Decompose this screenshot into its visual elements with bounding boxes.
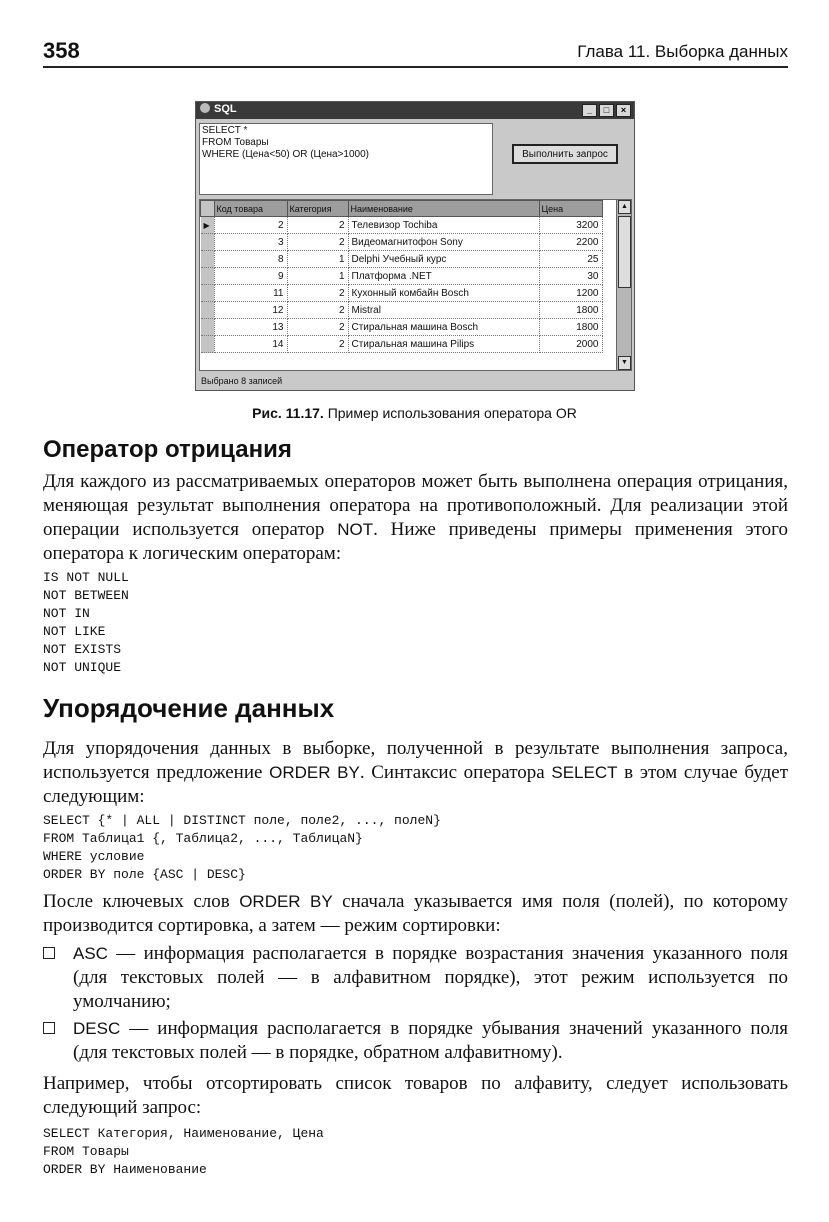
scroll-up-icon[interactable]: ▲ xyxy=(618,200,631,214)
section-heading: Упорядочение данных xyxy=(43,693,335,723)
running-head xyxy=(43,38,788,68)
cell[interactable]: Телевизор Tochiba xyxy=(348,217,539,234)
text: Для упорядочения данных в выборке, полученной в результате выполнения запроса, используется предложение xyxy=(43,738,788,783)
minimize-icon[interactable]: _ xyxy=(582,104,597,117)
query-editor[interactable] xyxy=(199,123,493,195)
cell[interactable]: 2 xyxy=(287,336,348,353)
text: — информация располагается в порядке убывания значений указанного поля (для текстовых полей — в порядке, обратном алфавитному). xyxy=(73,1018,788,1063)
cell[interactable]: 9 xyxy=(214,268,287,285)
cell[interactable]: 2200 xyxy=(539,234,602,251)
sql-window xyxy=(195,101,635,391)
app-icon xyxy=(200,103,210,113)
query-line: FROM Товары xyxy=(202,137,269,148)
keyword: SELECT xyxy=(551,763,618,782)
keyword: DESC xyxy=(73,1019,121,1038)
cell[interactable]: Стиральная машина Bosch xyxy=(348,319,539,336)
table-row[interactable] xyxy=(201,217,603,234)
page-number: 358 xyxy=(43,38,80,63)
column-header[interactable]: Наименование xyxy=(348,201,539,217)
cell[interactable]: 1800 xyxy=(539,319,602,336)
cell[interactable]: Стиральная машина Pilips xyxy=(348,336,539,353)
paragraph: Например, чтобы отсортировать список товаров по алфавиту, следует использовать следующий запрос: xyxy=(43,1073,788,1118)
cell[interactable]: 1800 xyxy=(539,302,602,319)
checkbox-bullet-icon xyxy=(43,947,55,959)
query-line: SELECT * xyxy=(202,125,248,136)
code-block: SELECT {* | ALL | DISTINCT поле, поле2, ..., полеN} FROM Таблица1 {, Таблица2, ..., ТаблицаN} WHERE условие ORDER BY поле {ASC | DESC} xyxy=(43,813,441,882)
cell[interactable]: 1 xyxy=(287,251,348,268)
cell[interactable]: 11 xyxy=(214,285,287,302)
text: . Ниже приведены примеры применения этого оператора к логическим операторам: xyxy=(43,519,789,564)
cell[interactable]: Delphi Учебный курс xyxy=(348,251,539,268)
row-indicator xyxy=(201,285,215,302)
cell[interactable]: 2000 xyxy=(539,336,602,353)
row-indicator xyxy=(201,302,215,319)
grid-header-row xyxy=(201,201,603,217)
checkbox-bullet-icon xyxy=(43,1022,55,1034)
row-indicator xyxy=(201,336,215,353)
row-indicator xyxy=(201,268,215,285)
list-item xyxy=(43,1017,788,1065)
window-titlebar[interactable] xyxy=(196,102,634,119)
vertical-scrollbar[interactable] xyxy=(616,200,631,370)
cell[interactable]: Видеомагнитофон Sony xyxy=(348,234,539,251)
cell[interactable]: Платформа .NET xyxy=(348,268,539,285)
text: сначала указывается имя поля (полей), по которому производится сортировка, а затем — режим сортировки: xyxy=(43,891,788,936)
text: После ключевых слов xyxy=(43,891,240,912)
row-indicator xyxy=(201,251,215,268)
text: Для каждого из рассматриваемых операторов может быть выполнена операция отрицания, меняющая результат выполнения оператора на противоположный. Для реализации этой операции используется оператор xyxy=(43,471,788,540)
keyword: ORDER BY xyxy=(239,892,333,911)
text: . Синтаксис оператора xyxy=(359,762,552,783)
table-row[interactable] xyxy=(201,268,603,285)
cell[interactable]: 2 xyxy=(287,302,348,319)
results-grid xyxy=(199,199,632,371)
current-row-icon: ▶ xyxy=(201,217,215,234)
figure-label: Рис. 11.17. xyxy=(252,405,324,421)
cell[interactable]: 14 xyxy=(214,336,287,353)
row-indicator xyxy=(201,319,215,336)
section-heading: Оператор отрицания xyxy=(43,436,292,463)
text: — информация располагается в порядке возрастания значения указанного поля (для текстовых полей — в алфавитном порядке), этот режим используется по умолчанию; xyxy=(73,943,788,1012)
table-row[interactable] xyxy=(201,251,603,268)
keyword: ORDER BY xyxy=(269,763,360,782)
table-row[interactable] xyxy=(201,302,603,319)
paragraph xyxy=(43,737,788,809)
status-bar: Выбрано 8 записей xyxy=(201,376,283,386)
cell[interactable]: 3200 xyxy=(539,217,602,234)
figure-caption-text: Пример использования оператора OR xyxy=(323,405,577,421)
column-header[interactable]: Категория xyxy=(287,201,348,217)
column-header[interactable]: Цена xyxy=(539,201,602,217)
cell[interactable]: 25 xyxy=(539,251,602,268)
paragraph xyxy=(43,470,788,566)
keyword: NOT xyxy=(337,520,374,539)
column-header[interactable]: Код товара xyxy=(214,201,287,217)
list-item xyxy=(43,942,788,1014)
cell[interactable]: 30 xyxy=(539,268,602,285)
indicator-header xyxy=(201,201,215,217)
cell[interactable]: 12 xyxy=(214,302,287,319)
text: в этом случае будет следующим: xyxy=(43,762,788,807)
figure-caption xyxy=(0,405,829,421)
cell[interactable]: 1 xyxy=(287,268,348,285)
row-indicator xyxy=(201,234,215,251)
chapter-title: Глава 11. Выборка данных xyxy=(577,42,788,61)
query-line: WHERE (Цена<50) OR (Цена>1000) xyxy=(202,149,370,160)
paragraph xyxy=(43,890,788,938)
cell[interactable]: Кухонный комбайн Bosch xyxy=(348,285,539,302)
table-row[interactable] xyxy=(201,319,603,336)
scroll-down-icon[interactable]: ▼ xyxy=(618,356,631,370)
code-block: IS NOT NULL NOT BETWEEN NOT IN NOT LIKE NOT EXISTS NOT UNIQUE xyxy=(43,570,129,675)
cell[interactable]: Mistral xyxy=(348,302,539,319)
cell[interactable]: 8 xyxy=(214,251,287,268)
close-icon[interactable]: × xyxy=(616,104,631,117)
cell[interactable]: 2 xyxy=(287,217,348,234)
cell[interactable]: 2 xyxy=(214,217,287,234)
cell[interactable]: 1200 xyxy=(539,285,602,302)
cell[interactable]: 3 xyxy=(214,234,287,251)
cell[interactable]: 2 xyxy=(287,234,348,251)
cell[interactable]: 2 xyxy=(287,285,348,302)
table-row[interactable] xyxy=(201,336,603,353)
table-row[interactable] xyxy=(201,285,603,302)
cell[interactable]: 13 xyxy=(214,319,287,336)
scroll-thumb[interactable] xyxy=(618,216,631,288)
run-query-button[interactable]: Выполнить запрос xyxy=(512,144,618,164)
maximize-icon[interactable]: □ xyxy=(599,104,614,117)
cell[interactable]: 2 xyxy=(287,319,348,336)
code-block: SELECT Категория, Наименование, Цена FROM Товары ORDER BY Наименование xyxy=(43,1126,324,1177)
keyword: ASC xyxy=(73,944,108,963)
window-title: SQL xyxy=(214,103,237,115)
table-row[interactable] xyxy=(201,234,603,251)
